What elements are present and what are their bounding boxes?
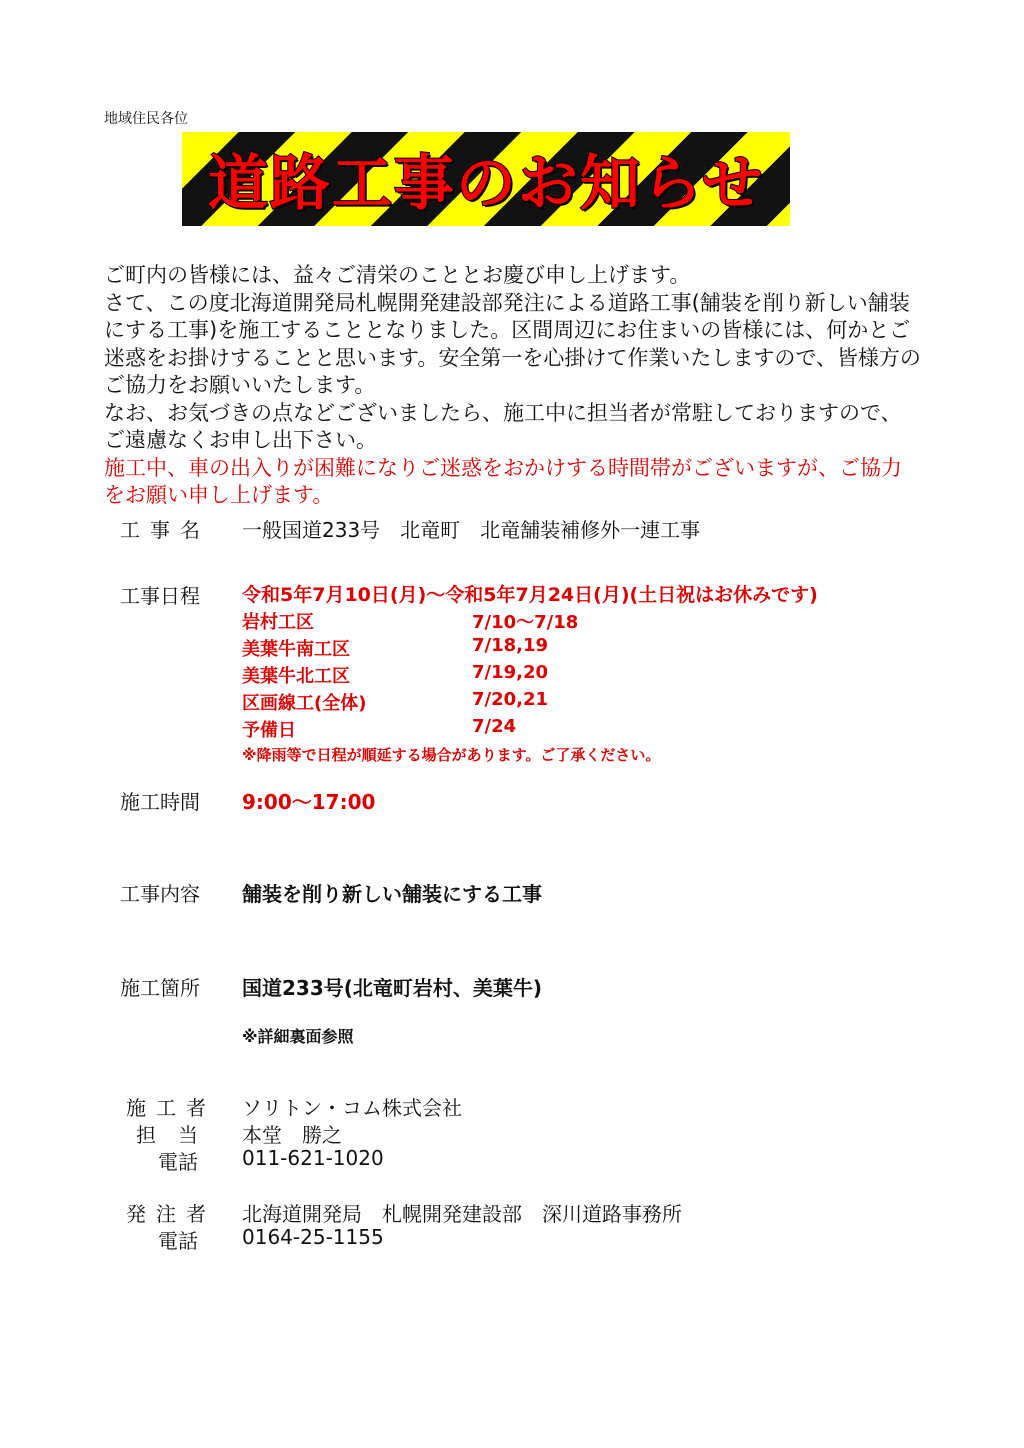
project-name-value: 一般国道233号 北竜町 北竜舗装補修外一連工事 (242, 518, 701, 542)
schedule-label: 工事日程 (120, 584, 200, 608)
schedule-note: ※降雨等で日程が順延する場合があります。ご了承ください。 (242, 746, 661, 764)
project-name-label: 工事名 (120, 518, 210, 542)
contractor-name: ソリトン・コム株式会社 (242, 1096, 462, 1120)
schedule-item-dates: 7/10～7/18 (472, 612, 579, 633)
schedule-item-dates: 7/24 (472, 716, 517, 737)
schedule-item-dates: 7/20,21 (472, 689, 549, 710)
schedule-item-dates: 7/18,19 (472, 635, 549, 656)
work-content-value: 舗装を削り新しい舗装にする工事 (242, 882, 542, 906)
work-time-value: 9:00～17:00 (242, 790, 376, 814)
work-location-label: 施工箇所 (120, 976, 200, 1000)
intro-paragraph-1: ご町内の皆様には、益々ご清栄のこととお慶び申し上げます。 (104, 263, 691, 287)
client-name: 北海道開発局 札幌開発建設部 深川道路事務所 (242, 1202, 682, 1226)
schedule-item-name: 予備日 (242, 720, 296, 741)
contractor-phone-label: 電話 (158, 1150, 198, 1174)
addressee: 地域住民各位 (104, 111, 188, 127)
schedule-item-dates: 7/19,20 (472, 662, 549, 683)
intro-notice: 施工中、車の出入りが困難になりご迷惑をおかけする時間帯がございますが、ご協力をお願い申し上げます。 (104, 455, 902, 507)
schedule-item-name: 美葉牛北工区 (242, 666, 350, 687)
notice-banner (182, 132, 790, 226)
schedule-item-name: 美葉牛南工区 (242, 639, 350, 660)
contractor-phone: 011-621-1020 (242, 1146, 384, 1170)
work-location-value: 国道233号(北竜町岩村、美葉牛) (242, 976, 543, 1000)
contact-name: 本堂 勝之 (242, 1123, 342, 1147)
client-phone: 0164-25-1155 (242, 1225, 384, 1249)
banner-title: 道路工事のお知らせ (207, 149, 765, 219)
intro-paragraph-2: さて、この度北海道開発局札幌開発建設部発注による道路工事(舗装を削り新しい舗装にする工事)を施工することとなりました。区間周辺にお住まいの皆様には、何かとご迷惑をお掛けすることと思います。安全第一を心掛けて作業いたしますので、皆様方のご協力をお願いいたします。 (104, 290, 921, 397)
client-phone-label: 電話 (158, 1229, 198, 1253)
work-content-label: 工事内容 (120, 882, 200, 906)
contractor-label: 施工者 (126, 1096, 216, 1120)
schedule-item-name: 区画線工(全体) (242, 693, 367, 714)
intro-text (104, 262, 922, 510)
schedule-value: 令和5年7月10日(月)～令和5年7月24日(月)(土日祝はお休みです) (242, 584, 818, 606)
schedule-item-name: 岩村工区 (242, 612, 314, 633)
client-label: 発注者 (126, 1202, 216, 1226)
location-note: ※詳細裏面参照 (242, 1027, 354, 1046)
work-time-label: 施工時間 (120, 790, 200, 814)
contact-label: 担当 (136, 1123, 220, 1147)
intro-paragraph-3: なお、お気づきの点などございましたら、施工中に担当者が常駐しておりますので、ご遠慮なくお申し出下さい。 (104, 400, 902, 452)
